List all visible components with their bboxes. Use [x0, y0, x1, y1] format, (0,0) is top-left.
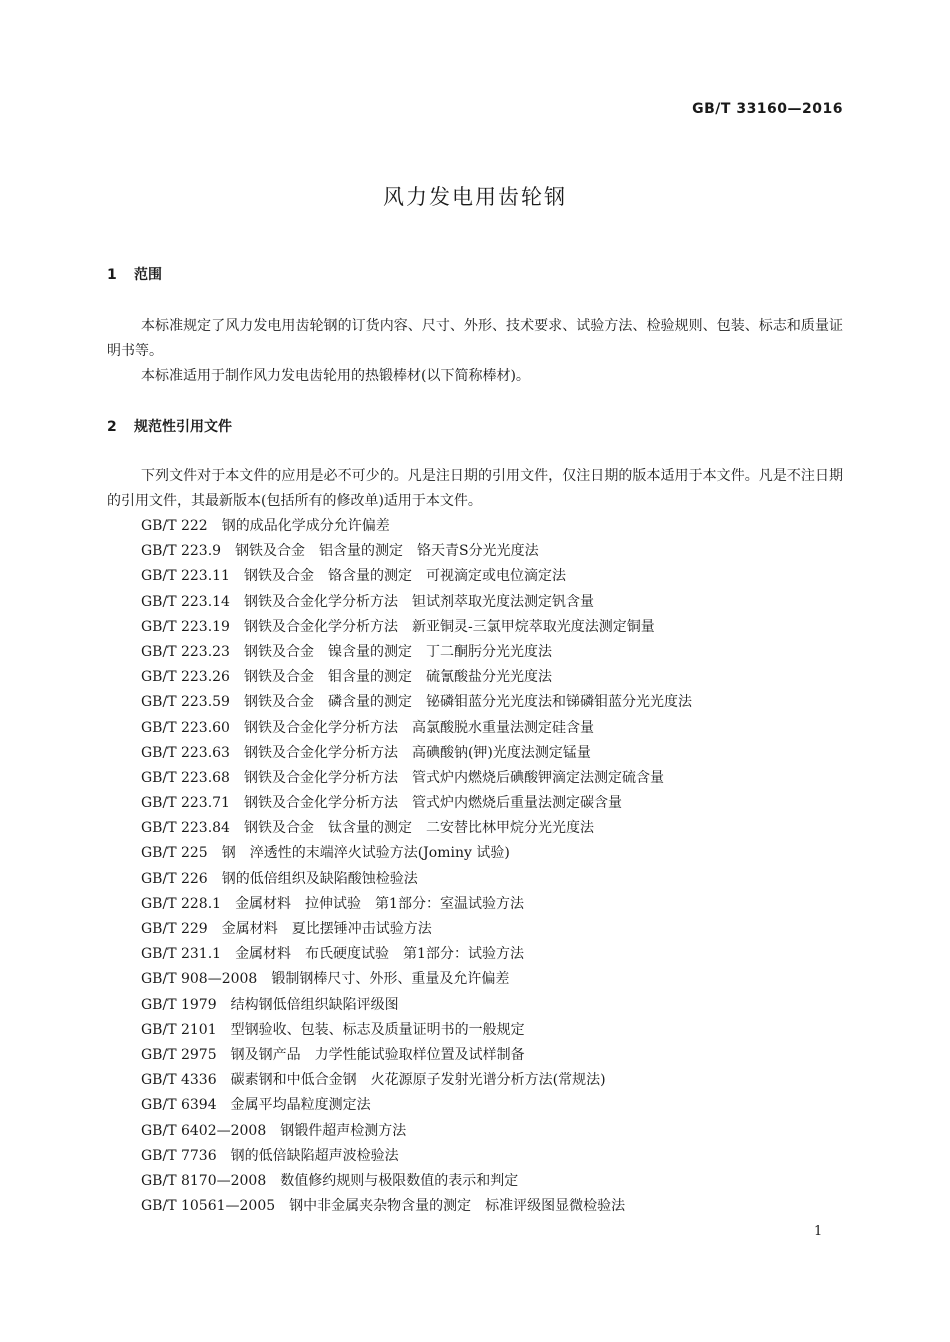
reference-code: GB/T 225: [141, 845, 208, 862]
reference-title: 金属材料 拉伸试验 第1部分：室温试验方法: [235, 895, 524, 912]
reference-item: [141, 615, 843, 640]
reference-title: 钢铁及合金 钛含量的测定 二安替比林甲烷分光光度法: [243, 820, 594, 837]
reference-title: 钢铁及合金化学分析方法 管式炉内燃烧后重量法测定碳含量: [243, 795, 622, 812]
reference-item: [141, 867, 843, 892]
reference-item: [141, 841, 843, 866]
reference-title: 钢锻件超声检测方法: [280, 1122, 407, 1139]
reference-title: 钢铁及合金化学分析方法 高氯酸脱水重量法测定硅含量: [243, 719, 594, 736]
reference-title: 数值修约规则与极限数值的表示和判定: [280, 1172, 519, 1189]
reference-item: [141, 1068, 843, 1093]
reference-item: [141, 1093, 843, 1118]
reference-code: GB/T 222: [141, 518, 208, 534]
reference-title: 型钢验收、包装、标志及质量证明书的一般规定: [230, 1021, 525, 1038]
reference-title: 钢 淬透性的末端淬火试验方法(Jominy 试验): [221, 845, 510, 862]
references-intro-paragraph: 下列文件对于本文件的应用是必不可少的。凡是注日期的引用文件，仅注日期的版本适用于本文件。凡是不注日期的引用文件，其最新版本(包括所有的修改单)适用于本文件。: [107, 468, 843, 509]
reference-title: 钢铁及合金 铝含量的测定 铬天青S分光光度法: [235, 543, 539, 560]
reference-item: [141, 1144, 843, 1169]
reference-code: GB/T 223.14: [141, 593, 230, 610]
reference-code: GB/T 6402—2008: [141, 1122, 267, 1139]
reference-title: 金属材料 夏比摆锤冲击试验方法: [221, 921, 432, 937]
section-1-title: 范围: [134, 267, 162, 283]
reference-title: 锻制钢棒尺寸、外形、重量及允许偏差: [271, 971, 510, 988]
reference-item: [141, 791, 843, 816]
reference-title: 钢铁及合金 钼含量的测定 硫氰酸盐分光光度法: [243, 669, 552, 686]
reference-code: GB/T 223.59: [141, 694, 230, 711]
reference-code: GB/T 10561—2005: [141, 1198, 276, 1215]
reference-item: [141, 967, 843, 992]
reference-item: [141, 816, 843, 841]
reference-title: 碳素钢和中低合金钢 火花源原子发射光谱分析方法(常规法): [230, 1072, 606, 1089]
reference-title: 钢铁及合金化学分析方法 高碘酸钠(钾)光度法测定锰量: [243, 744, 591, 761]
reference-code: GB/T 223.9: [141, 543, 222, 560]
reference-item: [141, 1043, 843, 1068]
section-2-title: 规范性引用文件: [134, 419, 232, 435]
standard-code: GB/T 33160—2016: [692, 101, 843, 117]
reference-code: GB/T 2101: [141, 1021, 217, 1038]
reference-title: 结构钢低倍组织缺陷评级图: [230, 996, 399, 1013]
page-number: 1: [814, 1224, 823, 1239]
reference-item: [141, 993, 843, 1018]
reference-item: [141, 640, 843, 665]
reference-code: GB/T 223.71: [141, 795, 230, 812]
reference-title: 钢的低倍缺陷超声波检验法: [230, 1147, 399, 1164]
reference-code: GB/T 8170—2008: [141, 1172, 267, 1189]
section-1-number: 1: [107, 267, 117, 283]
reference-list: [141, 514, 843, 1219]
reference-item: [141, 917, 843, 942]
reference-item: [141, 716, 843, 741]
reference-code: GB/T 228.1: [141, 895, 222, 912]
scope-paragraph-2: 本标准适用于制作风力发电齿轮用的热锻棒材(以下简称棒材)。: [141, 368, 530, 384]
reference-code: GB/T 223.63: [141, 744, 230, 761]
reference-item: [141, 564, 843, 589]
reference-code: GB/T 223.84: [141, 820, 230, 837]
reference-title: 钢铁及合金化学分析方法 管式炉内燃烧后碘酸钾滴定法测定硫含量: [243, 769, 664, 786]
reference-item: [141, 892, 843, 917]
reference-code: GB/T 229: [141, 921, 208, 937]
reference-item: [141, 942, 843, 967]
reference-code: GB/T 226: [141, 870, 208, 887]
reference-code: GB/T 908—2008: [141, 971, 258, 988]
reference-title: 钢铁及合金 铬含量的测定 可视滴定或电位滴定法: [243, 568, 566, 585]
reference-item: [141, 590, 843, 615]
reference-title: 钢铁及合金 磷含量的测定 铋磷钼蓝分光光度法和锑磷钼蓝分光光度法: [243, 694, 692, 711]
reference-item: [141, 741, 843, 766]
section-1-heading: [107, 264, 162, 284]
reference-code: GB/T 7736: [141, 1147, 217, 1164]
scope-paragraph-1: 本标准规定了风力发电用齿轮钢的订货内容、尺寸、外形、技术要求、试验方法、检验规则、包装、标志和质量证明书等。: [107, 318, 843, 359]
reference-title: 钢的低倍组织及缺陷酸蚀检验法: [221, 870, 418, 887]
reference-item: [141, 1018, 843, 1043]
reference-title: 钢的成品化学成分允许偏差: [221, 518, 390, 534]
reference-item: [141, 539, 843, 564]
reference-item: [141, 690, 843, 715]
reference-title: 钢铁及合金化学分析方法 钽试剂萃取光度法测定钒含量: [243, 593, 594, 610]
reference-title: 钢铁及合金 镍含量的测定 丁二酮肟分光光度法: [243, 643, 552, 660]
document-title: 风力发电用齿轮钢: [383, 185, 567, 209]
reference-item: [141, 766, 843, 791]
reference-code: GB/T 4336: [141, 1072, 217, 1089]
reference-code: GB/T 223.26: [141, 669, 230, 686]
reference-title: 金属材料 布氏硬度试验 第1部分：试验方法: [235, 946, 524, 963]
section-2-heading: [107, 416, 232, 436]
section-2-number: 2: [107, 419, 117, 435]
reference-item: [141, 1194, 843, 1219]
reference-item: [141, 514, 843, 539]
reference-item: [141, 665, 843, 690]
reference-code: GB/T 6394: [141, 1097, 217, 1114]
reference-title: 钢中非金属夹杂物含量的测定 标准评级图显微检验法: [289, 1198, 626, 1215]
reference-item: [141, 1119, 843, 1144]
reference-code: GB/T 223.68: [141, 769, 230, 786]
reference-code: GB/T 2975: [141, 1046, 217, 1063]
reference-item: [141, 1169, 843, 1194]
reference-title: 金属平均晶粒度测定法: [230, 1097, 371, 1114]
reference-code: GB/T 223.11: [141, 568, 230, 585]
reference-code: GB/T 223.23: [141, 643, 230, 660]
reference-title: 钢及钢产品 力学性能试验取样位置及试样制备: [230, 1046, 525, 1063]
reference-code: GB/T 231.1: [141, 946, 222, 963]
reference-title: 钢铁及合金化学分析方法 新亚铜灵-三氯甲烷萃取光度法测定铜量: [243, 618, 655, 635]
reference-code: GB/T 1979: [141, 996, 217, 1013]
reference-code: GB/T 223.19: [141, 618, 230, 635]
reference-code: GB/T 223.60: [141, 719, 230, 736]
